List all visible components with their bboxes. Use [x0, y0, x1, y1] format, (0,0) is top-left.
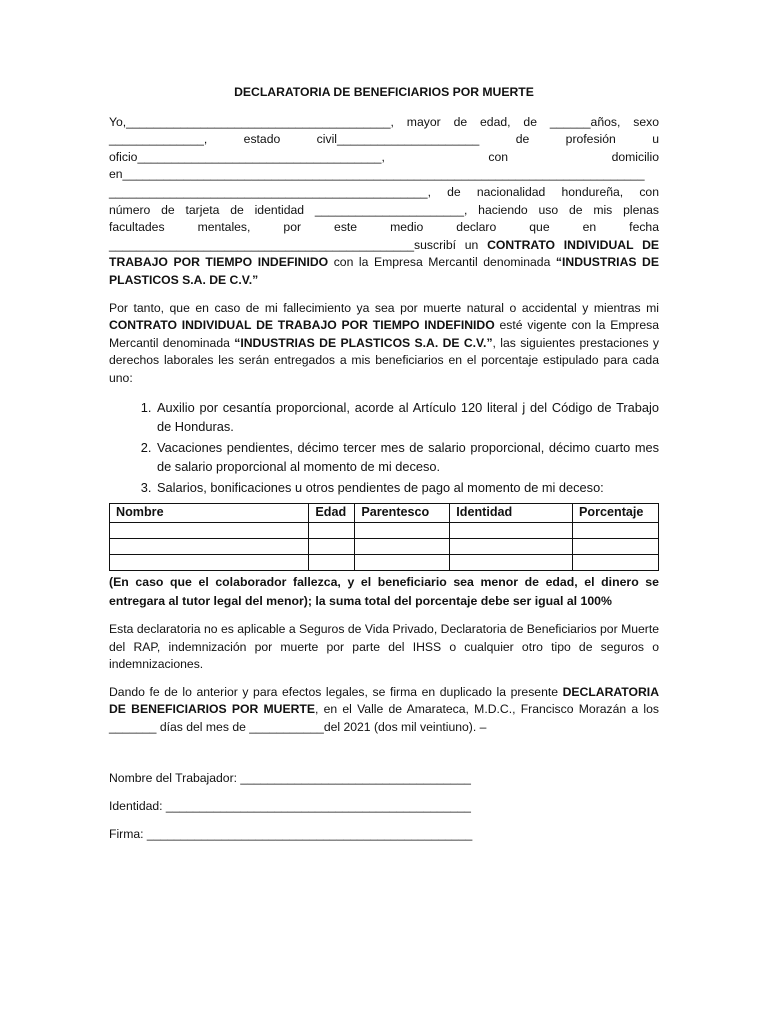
- declaration-line: oficio____________________________________, con domicilio: [109, 149, 659, 164]
- benefits-text: , las siguientes prestaciones y derechos laborales les serán entregados a mis beneficiarios en el porcentaje estipulado para cada uno:: [109, 335, 659, 385]
- signing-paragraph: [109, 684, 659, 737]
- signing-text: Dando fe de lo anterior y para efectos legales, se firma en duplicado la presente: [109, 684, 563, 699]
- minor-beneficiary-note: (En caso que el colaborador fallezca, y el beneficiario sea menor de edad, el dinero se entregara al tutor legal del menor); la suma total del porcentaje debe ser igual al 100%: [109, 575, 659, 609]
- declaration-line: [109, 237, 659, 255]
- table-row: [110, 523, 659, 539]
- table-row: [110, 539, 659, 555]
- declaration-line: ______________, estado civil_____________________ de profesión u: [109, 132, 659, 147]
- worker-name-field[interactable]: Nombre del Trabajador: __________________________________: [109, 771, 471, 785]
- document-title: DECLARATORIA DE BENEFICIARIOS POR MUERTE: [234, 85, 534, 99]
- company-name: “INDUSTRIAS DE PLASTICOS S.A. DE C.V.”: [234, 335, 493, 350]
- declaration-line: facultades mentales, por este medio declaro que en fecha: [109, 220, 659, 235]
- company-name-cont: PLASTICOS S.A. DE C.V.”: [109, 272, 259, 287]
- beneficiaries-table: [109, 503, 659, 571]
- table-cell[interactable]: [309, 539, 355, 555]
- column-header-parentesco: Parentesco: [355, 504, 450, 523]
- contract-name: CONTRATO INDIVIDUAL DE TRABAJO POR TIEMPO INDEFINIDO: [109, 318, 495, 333]
- table-cell[interactable]: [573, 539, 659, 555]
- exclusions-paragraph: Esta declaratoria no es aplicable a Seguros de Vida Privado, Declaratoria de Beneficiarios por Muerte del RAP, indemnización por muerte por parte del IHSS o cualquier otro tipo de seguros o indemnizaciones.: [109, 622, 659, 672]
- table-cell[interactable]: [355, 523, 450, 539]
- list-item: 3. Salarios, bonificaciones u otros pendientes de pago al momento de mi deceso:: [155, 478, 659, 498]
- company-intro: con la Empresa Mercantil denominada: [328, 255, 556, 270]
- declaration-name: DECLARATORIA DE BENEFICIARIOS POR MUERTE: [109, 684, 659, 717]
- benefits-text: Por tanto, que en caso de mi fallecimiento ya sea por muerte natural o accidental y mientras mi: [109, 300, 659, 315]
- declaration-line: Yo,_______________________________________, mayor de edad, de ______años, sexo: [109, 114, 659, 129]
- table-cell[interactable]: [110, 555, 309, 571]
- table-header-row: [110, 504, 659, 523]
- table-cell[interactable]: [355, 555, 450, 571]
- signing-text: , en el Valle de Amarateca, M.D.C., Francisco Morazán a los _______ días del mes de ___________del 2021 (dos mil veintiuno). –: [109, 702, 659, 735]
- signature-field[interactable]: Firma: ________________________________________________: [109, 827, 473, 841]
- column-header-nombre: Nombre: [110, 504, 309, 523]
- table-cell[interactable]: [573, 555, 659, 571]
- list-item: 2. Vacaciones pendientes, décimo tercer mes de salario proporcional, décimo cuarto mes de salario proporcional al momento de mi deceso.: [155, 438, 659, 477]
- contract-name: CONTRATO INDIVIDUAL DE: [487, 237, 659, 252]
- table-cell[interactable]: [110, 523, 309, 539]
- table-row: [110, 555, 659, 571]
- declaration-line: número de tarjeta de identidad ______________________, haciendo uso de mis plenas: [109, 202, 659, 217]
- benefits-list: [109, 398, 659, 498]
- company-name: “INDUSTRIAS DE: [555, 255, 659, 270]
- declaration-line: [109, 272, 659, 290]
- table-cell[interactable]: [309, 555, 355, 571]
- benefits-paragraph: [109, 300, 659, 388]
- declaration-line: en_____________________________________________________________________________: [109, 167, 645, 182]
- list-item: 1. Auxilio por cesantía proporcional, acorde al Artículo 120 literal j del Código de Trabajo de Honduras.: [155, 398, 659, 437]
- identity-field[interactable]: Identidad: _____________________________________________: [109, 799, 471, 813]
- table-cell[interactable]: [355, 539, 450, 555]
- contract-name-cont: TRABAJO POR TIEMPO INDEFINIDO: [109, 255, 329, 270]
- table-cell[interactable]: [450, 539, 573, 555]
- date-blank-text: _____________________________________________suscribí un: [109, 237, 488, 252]
- document-page: [109, 84, 659, 747]
- table-cell[interactable]: [450, 523, 573, 539]
- benefits-text: esté vigente con la Empresa Mercantil denominada: [109, 318, 659, 350]
- table-cell[interactable]: [309, 523, 355, 539]
- declaration-line: _______________________________________________, de nacionalidad hondureña, con: [109, 184, 659, 199]
- declaration-paragraph: [109, 114, 659, 290]
- column-header-identidad: Identidad: [450, 504, 573, 523]
- declaration-line: [109, 254, 659, 272]
- table-cell[interactable]: [110, 539, 309, 555]
- table-cell[interactable]: [573, 523, 659, 539]
- table-cell[interactable]: [450, 555, 573, 571]
- column-header-edad: Edad: [309, 504, 355, 523]
- column-header-porcentaje: Porcentaje: [573, 504, 659, 523]
